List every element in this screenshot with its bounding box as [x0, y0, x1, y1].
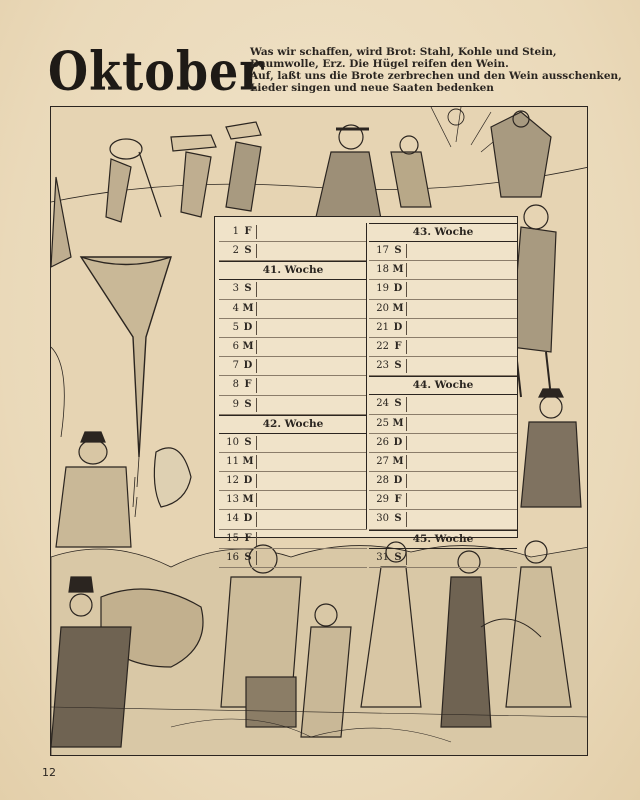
day-row — [219, 510, 367, 529]
day-number: 4 — [232, 302, 239, 314]
weekday-letter: F — [244, 532, 252, 544]
note-cell — [256, 378, 257, 392]
weekday-letter: S — [244, 436, 252, 448]
day-row — [369, 319, 517, 338]
month-title: Oktober — [48, 40, 265, 103]
day-row — [369, 434, 517, 453]
day-number: 18 — [376, 264, 389, 276]
day-row — [369, 300, 517, 319]
weekday-letter: D — [243, 513, 253, 525]
weekday-letter: S — [394, 513, 402, 525]
note-cell — [256, 282, 257, 296]
day-number: 11 — [226, 455, 239, 467]
day-row — [369, 338, 517, 357]
note-cell — [256, 474, 257, 488]
day-row — [219, 338, 367, 357]
note-cell — [256, 551, 257, 565]
weekday-letter: F — [394, 340, 402, 352]
day-row — [219, 453, 367, 472]
weekday-letter: M — [392, 302, 404, 314]
weekday-letter: F — [394, 494, 402, 506]
day-row — [219, 357, 367, 376]
day-number: 30 — [376, 513, 389, 525]
weekday-letter: D — [393, 475, 403, 487]
day-number: 14 — [226, 513, 239, 525]
day-number: 16 — [226, 551, 239, 563]
day-row — [369, 242, 517, 261]
day-number: 28 — [376, 475, 389, 487]
weekday-letter: M — [242, 455, 254, 467]
note-cell — [406, 551, 407, 565]
day-row — [219, 319, 367, 338]
week-header: 44. Woche — [369, 376, 517, 395]
week-header: 43. Woche — [369, 223, 517, 242]
day-row — [219, 223, 367, 242]
day-number: 19 — [376, 283, 389, 295]
day-row — [219, 396, 367, 415]
day-number: 17 — [376, 245, 389, 256]
day-number: 7 — [232, 360, 239, 372]
day-row — [369, 280, 517, 299]
day-number: 1 — [232, 226, 239, 237]
day-row — [369, 261, 517, 280]
weekday-letter: S — [394, 551, 402, 563]
weekday-letter: D — [393, 283, 403, 295]
note-cell — [256, 455, 257, 469]
note-cell — [406, 417, 407, 431]
day-row — [219, 549, 367, 568]
day-row — [369, 472, 517, 491]
weekday-letter: M — [392, 455, 404, 467]
motto-line: Auf, laßt uns die Brote zerbrechen und den Wein ausschenken, — [250, 70, 622, 82]
note-cell — [406, 340, 407, 354]
day-row — [219, 491, 367, 510]
motto-line: Was wir schaffen, wird Brot: Stahl, Kohle und Stein, — [250, 46, 557, 58]
day-number: 21 — [376, 321, 389, 333]
week-header: 42. Woche — [219, 415, 367, 434]
day-number: 29 — [376, 494, 389, 506]
week-header: 41. Woche — [219, 261, 367, 280]
weekday-letter: D — [243, 475, 253, 487]
weekday-letter: S — [394, 360, 402, 372]
day-row — [219, 242, 367, 261]
note-cell — [256, 512, 257, 526]
day-number: 20 — [376, 302, 389, 314]
weekday-letter: D — [393, 436, 403, 448]
weekday-letter: S — [244, 398, 252, 410]
day-number: 31 — [376, 551, 389, 563]
motto-line: Lieder singen und neue Saaten bedenken — [250, 82, 494, 94]
calendar-column-right — [369, 223, 517, 568]
weekday-letter: M — [242, 302, 254, 314]
weekday-letter: M — [242, 494, 254, 506]
day-number: 22 — [376, 340, 389, 352]
weekday-letter: S — [244, 551, 252, 563]
weekday-letter: M — [392, 264, 404, 276]
note-cell — [406, 282, 407, 296]
weekday-letter: M — [242, 340, 254, 352]
note-cell — [256, 321, 257, 335]
note-cell — [256, 532, 257, 546]
day-number: 15 — [226, 532, 239, 544]
weekday-letter: M — [392, 417, 404, 429]
day-number: 6 — [232, 340, 239, 352]
weekday-letter: D — [393, 321, 403, 333]
day-row — [219, 376, 367, 395]
note-cell — [406, 359, 407, 373]
day-number: 8 — [232, 379, 239, 391]
day-number: 9 — [232, 398, 239, 410]
page-number: 12 — [42, 766, 56, 779]
note-cell — [256, 359, 257, 373]
note-cell — [406, 474, 407, 488]
note-cell — [406, 512, 407, 526]
day-number: 13 — [226, 494, 239, 506]
weekday-letter: F — [244, 379, 252, 391]
day-row — [219, 300, 367, 319]
day-row — [369, 415, 517, 434]
weekday-letter: S — [244, 283, 252, 295]
day-row — [219, 280, 367, 299]
note-cell — [256, 244, 257, 258]
note-cell — [406, 455, 407, 469]
day-row — [219, 530, 367, 549]
day-number: 27 — [376, 455, 389, 467]
note-cell — [406, 493, 407, 507]
day-row — [369, 510, 517, 529]
calendar-column-left — [219, 223, 367, 568]
day-number: 24 — [376, 398, 389, 410]
day-row — [369, 395, 517, 414]
weekday-letter: D — [243, 321, 253, 333]
week-header: 45. Woche — [369, 530, 517, 549]
note-cell — [406, 302, 407, 316]
motto-line: Baumwolle, Erz. Die Hügel reifen den Wein. — [250, 58, 509, 70]
note-cell — [256, 340, 257, 354]
day-number: 2 — [232, 245, 239, 257]
note-cell — [406, 397, 407, 411]
day-row — [369, 491, 517, 510]
calendar-grid — [214, 216, 518, 563]
weekday-letter: S — [244, 245, 252, 257]
day-row — [369, 549, 517, 568]
note-cell — [406, 321, 407, 335]
day-number: 23 — [376, 360, 389, 372]
note-cell — [256, 436, 257, 450]
weekday-letter: S — [394, 245, 402, 256]
day-row — [369, 357, 517, 376]
note-cell — [256, 493, 257, 507]
day-number: 3 — [232, 283, 239, 295]
day-row — [219, 472, 367, 491]
note-cell — [256, 225, 257, 239]
weekday-letter: F — [244, 226, 252, 237]
weekday-letter: D — [243, 360, 253, 372]
motto-verse — [250, 46, 622, 94]
day-number: 5 — [232, 321, 239, 333]
note-cell — [406, 436, 407, 450]
day-number: 26 — [376, 436, 389, 448]
note-cell — [406, 263, 407, 277]
day-number: 25 — [376, 417, 389, 429]
day-number: 10 — [226, 436, 239, 448]
note-cell — [256, 302, 257, 316]
note-cell — [406, 244, 407, 258]
column-divider — [366, 223, 367, 529]
day-row — [219, 434, 367, 453]
weekday-letter: S — [394, 398, 402, 410]
note-cell — [256, 398, 257, 412]
day-number: 12 — [226, 475, 239, 487]
day-row — [369, 453, 517, 472]
